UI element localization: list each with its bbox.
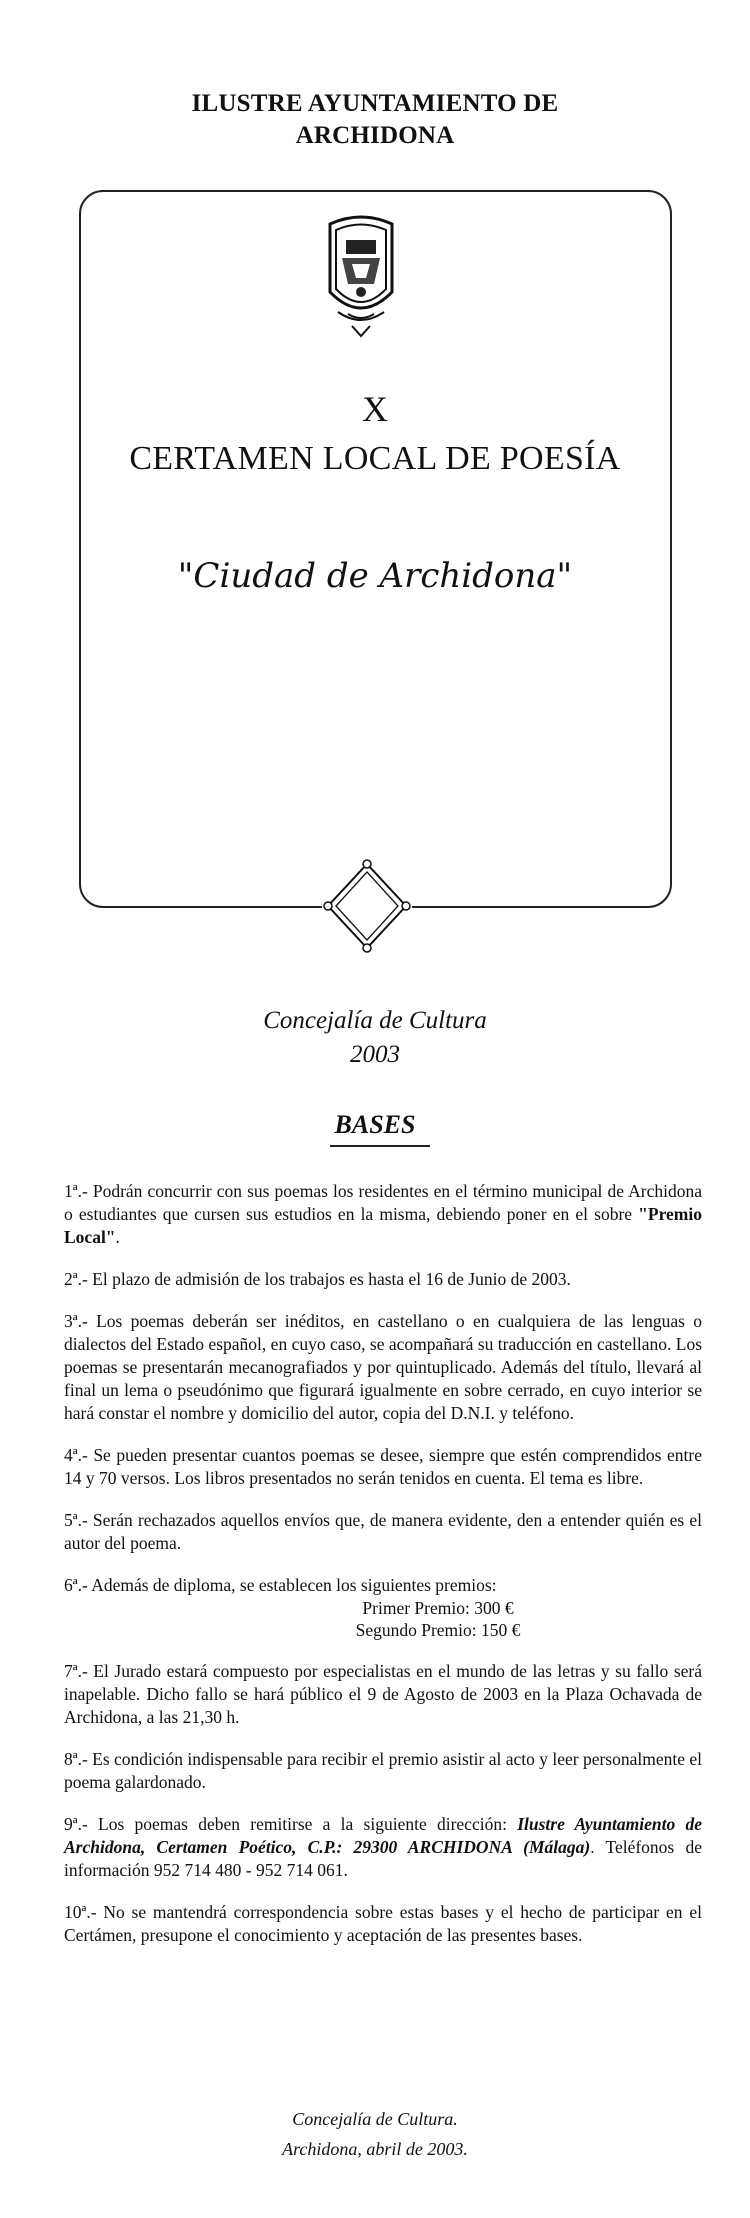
- first-prize: Primer Premio: 300 €: [362, 1598, 514, 1618]
- certamen-title: CERTAMEN LOCAL DE POESÍA: [129, 440, 621, 477]
- rule-6-text: 6ª.- Además de diploma, se establecen los siguientes premios:: [64, 1575, 497, 1595]
- city-subtitle: "Ciudad de Archidona": [177, 556, 573, 596]
- header-title: [0, 88, 750, 152]
- rule-6: [64, 1574, 702, 1641]
- edition-numeral: X: [362, 389, 388, 429]
- rule-2: 2ª.- El plazo de admisión de los trabajos es hasta el 16 de Junio de 2003.: [64, 1269, 571, 1289]
- rules-list: [64, 1180, 702, 1966]
- concejalia-block: [0, 1004, 750, 1072]
- rule-9: 9ª.- Los poemas deben remitirse a la siguiente dirección: Ilustre Ayuntamiento de Archidona, Certamen Poético, C.P.: 29300 ARCHIDONA (Málaga). Teléfonos de información 952 714 480 - 952 714 061.: [64, 1814, 703, 1880]
- rule-7: 7ª.- El Jurado estará compuesto por especialistas en el mundo de las letras y su fallo será inapelable. Dicho fallo se hará público el 9 de Agosto de 2003 en la Plaza Ochavada de Archidona, a las 21,30 h.: [64, 1661, 702, 1727]
- concejalia-year: 2003: [350, 1041, 400, 1068]
- bases-title: BASES: [334, 1110, 416, 1139]
- rule-10: 10ª.- No se mantendrá correspondencia sobre estas bases y el hecho de participar en el Certámen, presupone el conocimiento y aceptación de las presentes bases.: [64, 1902, 702, 1945]
- footer-line-2: Archidona, abril de 2003.: [282, 2139, 468, 2159]
- header-line-2: ARCHIDONA: [295, 122, 455, 149]
- rule-8: 8ª.- Es condición indispensable para recibir el premio asistir al acto y leer personalmente el poema galardonado.: [64, 1749, 702, 1792]
- rule-1: 1ª.- Podrán concurrir con sus poemas los residentes en el término municipal de Archidona o estudiantes que cursen sus estudios en la misma, debiendo poner en el sobre "Premio Local".: [64, 1181, 702, 1247]
- concejalia-name: Concejalía de Cultura: [263, 1007, 487, 1034]
- diamond-ornament-icon: [322, 858, 412, 954]
- rule-4: 4ª.- Se pueden presentar cuantos poemas se desee, siempre que estén comprendidos entre 14 y 70 versos. Los libros presentados no serán tenidos en cuenta. El tema es libre.: [64, 1445, 702, 1488]
- rule-3: 3ª.- Los poemas deberán ser inéditos, en castellano o en cualquiera de las lenguas o dialectos del Estado español, en cuyo caso, se acompañará su traducción en castellano. Los poemas se presentarán mecanografiados y por quintuplicado. Además del título, llevará al final un lema o pseudónimo que figurará igualmente en sobre cerrado, en cuyo interior se hará constar el nombre y domicilio del autor, copia del D.N.I. y teléfono.: [64, 1311, 702, 1423]
- header-line-1: ILUSTRE AYUNTAMIENTO DE: [191, 90, 559, 117]
- bases-underline: [330, 1145, 430, 1147]
- coat-of-arms-icon: [322, 206, 400, 340]
- second-prize: Segundo Premio: 150 €: [355, 1620, 521, 1640]
- footer-line-1: Concejalía de Cultura.: [292, 2109, 458, 2129]
- footer-signature: [0, 2104, 750, 2164]
- rule-5: 5ª.- Serán rechazados aquellos envíos que, de manera evidente, den a entender quién es el autor del poema.: [64, 1510, 702, 1553]
